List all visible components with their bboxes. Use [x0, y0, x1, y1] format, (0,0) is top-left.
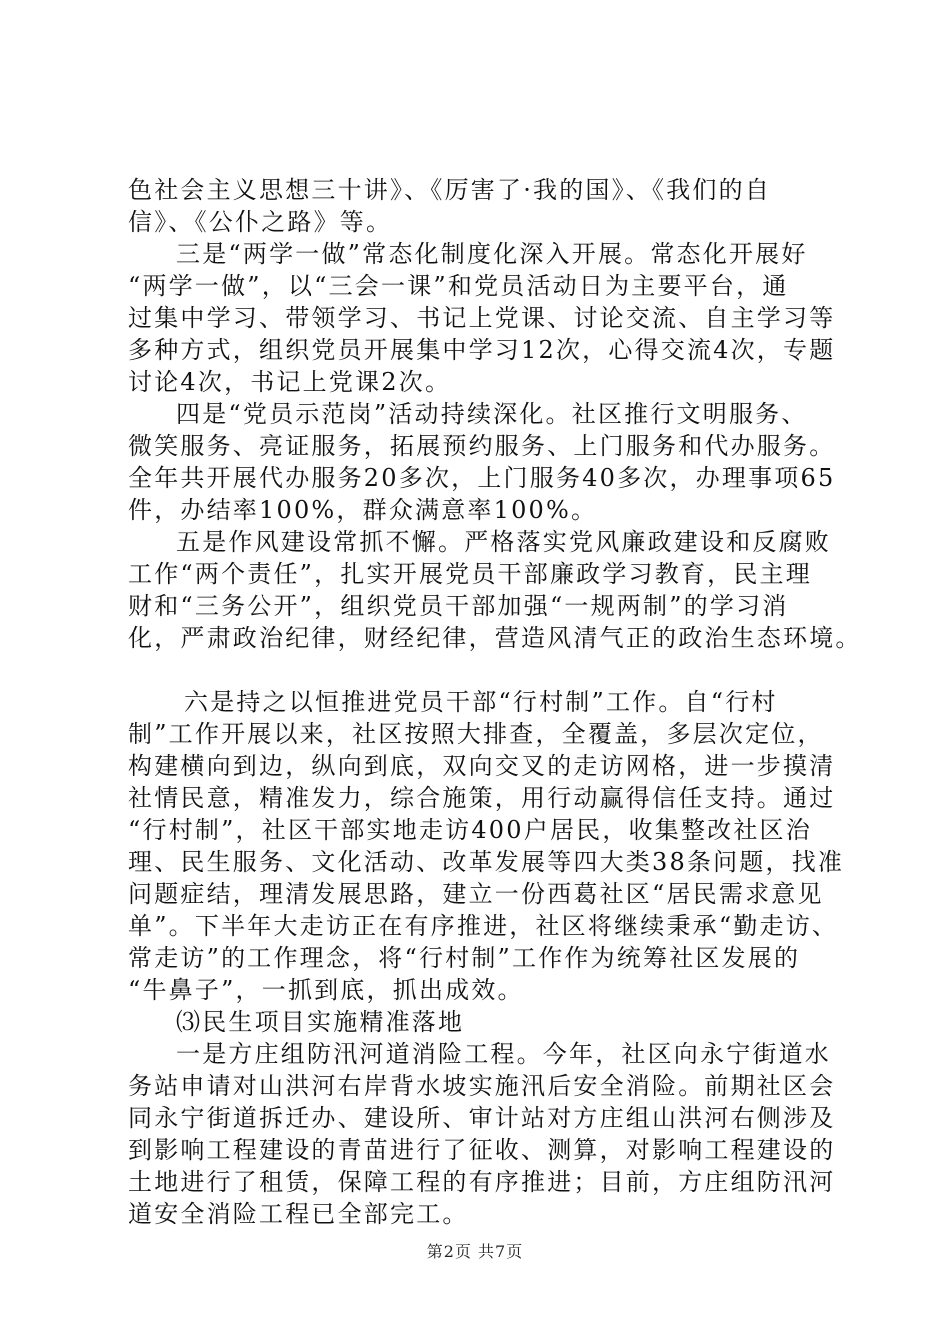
text-line: 问题症结，理清发展思路，建立一份西葛社区“居民需求意见	[128, 880, 824, 908]
text-line: 理、民生服务、文化活动、改革发展等四大类38条问题，找准	[128, 848, 845, 876]
text-line: 社情民意，精准发力，综合施策，用行动赢得信任支持。通过	[128, 784, 836, 812]
text-line: 制”工作开展以来，社区按照大排查，全覆盖，多层次定位，	[128, 720, 824, 748]
text-line: 构建横向到边，纵向到底，双向交叉的走访网格，进一步摸清	[128, 752, 836, 780]
text-line: 财和“三务公开”，组织党员干部加强“一规两制”的学习消	[128, 592, 789, 620]
text-line: 讨论4次，书记上党课2次。	[128, 368, 452, 396]
text-line: 道安全消险工程已全部完工。	[128, 1200, 469, 1228]
text-line: 一是方庄组防汛河道消险工程。今年，社区向永宁街道水	[176, 1040, 831, 1068]
text-line: 常走访”的工作理念，将“行村制”工作作为统筹社区发展的	[128, 944, 801, 972]
text-line: 微笑服务、亮证服务，拓展预约服务、上门服务和代办服务。	[128, 432, 836, 460]
text-line: 三是“两学一做”常态化制度化深入开展。常态化开展好	[176, 240, 808, 268]
text-line: 到影响工程建设的青苗进行了征收、测算，对影响工程建设的	[128, 1136, 836, 1164]
text-line: 全年共开展代办服务20多次，上门服务40多次，办理事项65	[128, 464, 836, 492]
text-line: 工作“两个责任”，扎实开展党员干部廉政学习教育，民主理	[128, 560, 812, 588]
text-line: 土地进行了租赁，保障工程的有序推进；目前，方庄组防汛河	[128, 1168, 836, 1196]
text-line: 信》、《公仆之路》等。	[128, 208, 393, 236]
text-line: 化，严肃政治纪律，财经纪律，营造风清气正的政治生态环境。	[128, 624, 862, 652]
text-line: 同永宁街道拆迁办、建设所、审计站对方庄组山洪河右侧涉及	[128, 1104, 836, 1132]
text-line: 多种方式，组织党员开展集中学习12次，心得交流4次，专题	[128, 336, 836, 364]
text-line: 务站申请对山洪河右岸背水坡实施汛后安全消险。前期社区会	[128, 1072, 836, 1100]
text-line: 件，办结率100%，群众满意率100%。	[128, 496, 598, 524]
text-line: “行村制”，社区干部实地走访400户居民，收集整改社区治	[128, 816, 812, 844]
paragraph-gap	[128, 654, 838, 686]
text-line: “牛鼻子”，一抓到底，抓出成效。	[128, 976, 524, 1004]
text-line: 过集中学习、带领学习、书记上党课、讨论交流、自主学习等	[128, 304, 836, 332]
text-line: 五是作风建设常抓不懈。严格落实党风廉政建设和反腐败	[176, 528, 831, 556]
text-line: “两学一做”，以“三会一课”和党员活动日为主要平台，通	[128, 272, 789, 300]
text-line: 单”。下半年大走访正在有序推进，社区将继续秉承“勤走访、	[128, 912, 839, 940]
text-line: 色社会主义思想三十讲》、《厉害了·我的国》、《我们的自	[128, 176, 772, 204]
page-number-footer: 第2页 共7页	[426, 1242, 524, 1261]
document-body	[128, 174, 862, 1230]
section-heading: ⑶民生项目实施精准落地	[176, 1008, 465, 1036]
text-line: 六是持之以恒推进党员干部“行村制”工作。自“行村	[184, 688, 778, 716]
text-line: 四是“党员示范岗”活动持续深化。社区推行文明服务、	[176, 400, 808, 428]
